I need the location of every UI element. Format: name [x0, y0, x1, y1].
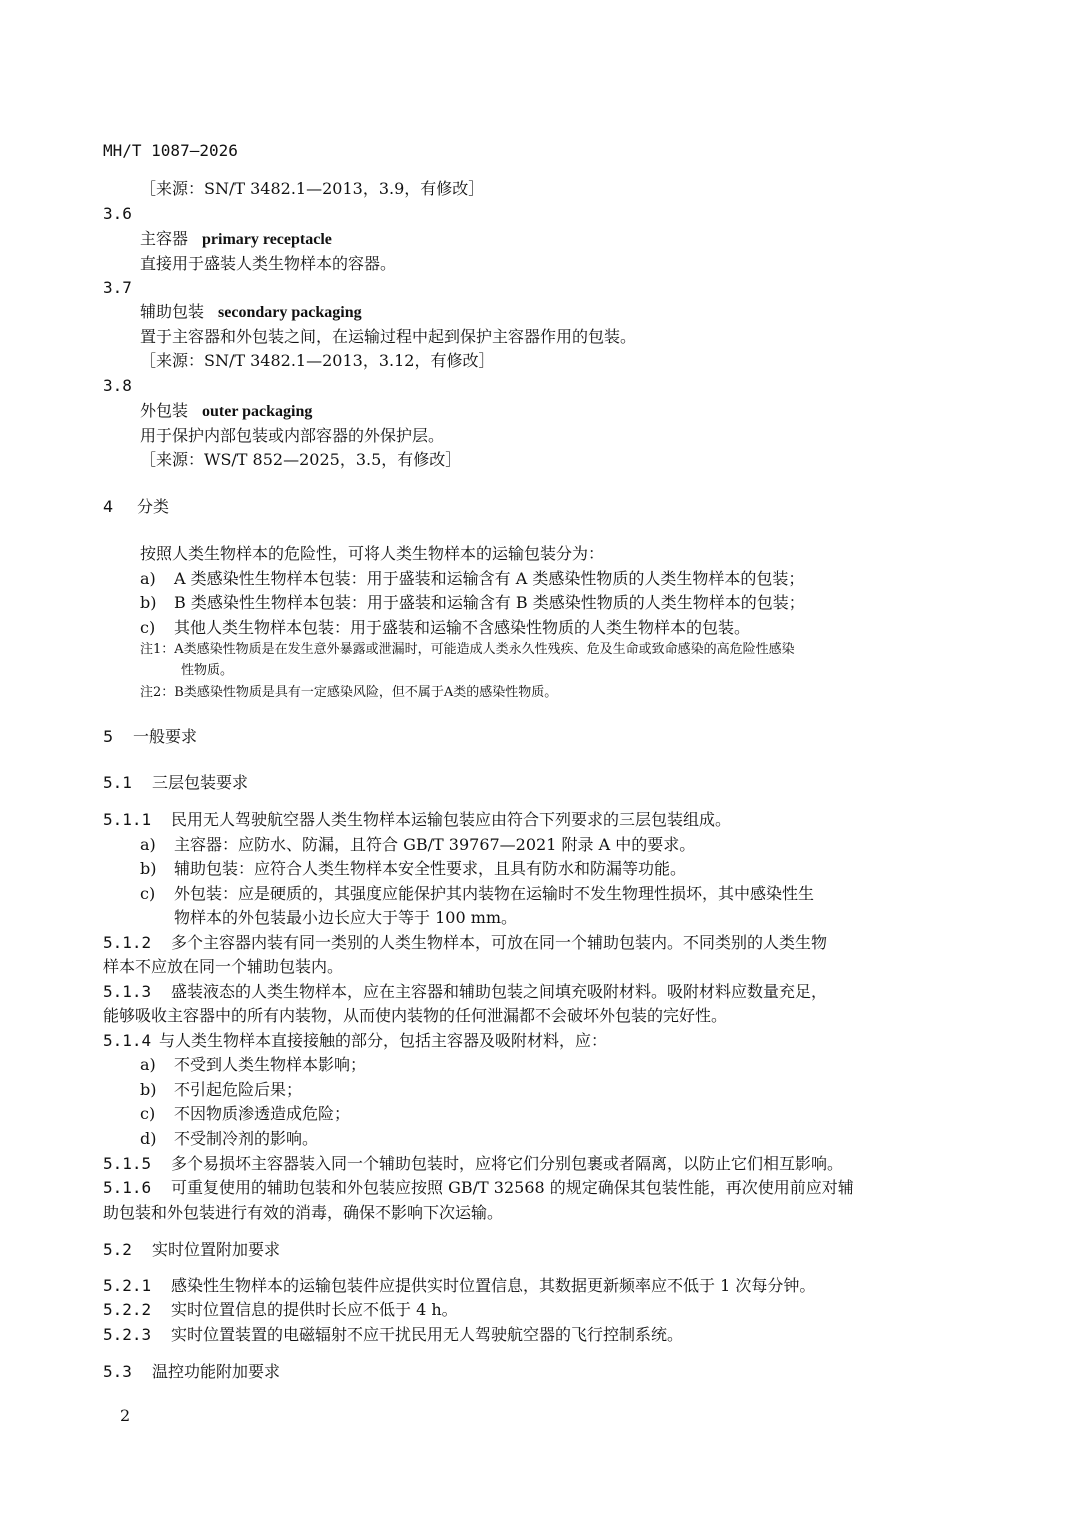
term-3-6-en: primary receptacle [202, 231, 332, 248]
section-4-heading [103, 495, 169, 519]
section-5-2-heading [103, 1238, 280, 1262]
section-5-3-number: 5.3 [103, 1362, 132, 1381]
clause-5-1-2 [103, 931, 827, 955]
list-label: b) [140, 859, 157, 878]
clause-number: 5.2.3 [103, 1325, 152, 1344]
list-text: 不因物质渗透造成危险； [174, 1104, 351, 1123]
clause-text: 感染性生物样本的运输包装件应提供实时位置信息，其数据更新频率应不低于 1 次每分钟。 [171, 1276, 816, 1295]
clause-5-1-6 [103, 1176, 854, 1200]
clause-5-1-4-item-c [140, 1102, 350, 1126]
list-label: a) [140, 569, 156, 588]
note-1-label: 注1： [140, 642, 175, 657]
term-3-7-definition: 置于主容器和外包装之间，在运输过程中起到保护主容器作用的包装。 [140, 327, 637, 346]
term-3-8-definition: 用于保护内部包装或内部容器的外保护层。 [140, 426, 445, 445]
term-3-7-source: ［来源：SN/T 3482.1—2013，3.12，有修改］ [140, 351, 495, 370]
clause-text: 民用无人驾驶航空器人类生物样本运输包装应由符合下列要求的三层包装组成。 [171, 810, 732, 829]
clause-5-1-1-item-c-line-2: 物样本的外包装最小边长应大于等于 100 mm。 [174, 908, 518, 927]
list-text: B 类感染性生物样本包装：用于盛装和运输含有 B 类感染性物质的人类生物样本的包装； [174, 593, 805, 612]
clause-5-1-4 [103, 1029, 607, 1053]
term-3-5-source: ［来源：SN/T 3482.1—2013，3.9，有修改］ [140, 179, 485, 198]
list-label: c) [140, 1104, 156, 1123]
note-2 [140, 683, 557, 703]
section-5-1-title: 三层包装要求 [152, 773, 249, 792]
section-4-item-c [140, 616, 750, 640]
section-5-title: 一般要求 [133, 727, 198, 746]
clause-text: 多个易损坏主容器装入同一个辅助包装时，应将它们分别包裹或者隔离，以防止它们相互影响。 [171, 1154, 844, 1173]
clause-5-1-4-item-a [140, 1053, 366, 1077]
term-3-7-title [140, 300, 362, 325]
list-label: c) [140, 884, 156, 903]
section-4-number: 4 [103, 497, 114, 516]
clause-number: 5.1.4 [103, 1031, 152, 1050]
term-3-8-number: 3.8 [103, 376, 132, 395]
list-text: 不受到人类生物样本影响； [174, 1055, 367, 1074]
clause-number: 5.1.3 [103, 982, 152, 1001]
list-label: d) [140, 1129, 157, 1148]
section-5-heading [103, 725, 197, 749]
list-text: 辅助包装：应符合人类生物样本安全性要求，且具有防水和防漏等功能。 [174, 859, 687, 878]
section-5-1-heading [103, 771, 248, 795]
clause-number: 5.1.1 [103, 810, 152, 829]
clause-5-1-1-item-c [140, 882, 814, 906]
clause-number: 5.1.2 [103, 933, 152, 952]
clause-number: 5.1.6 [103, 1178, 152, 1197]
section-5-3-heading [103, 1360, 280, 1384]
section-5-2-number: 5.2 [103, 1240, 132, 1259]
term-3-6-zh: 主容器 [140, 229, 189, 248]
clause-5-1-4-item-d [140, 1127, 318, 1151]
clause-number: 5.2.2 [103, 1300, 152, 1319]
term-3-7-en: secondary packaging [218, 304, 362, 321]
clause-5-1-5 [103, 1152, 843, 1176]
clause-text: 与人类生物样本直接接触的部分，包括主容器及吸附材料，应： [159, 1031, 608, 1050]
term-3-8-zh: 外包装 [140, 401, 189, 420]
note-2-label: 注2： [140, 685, 175, 700]
standard-code: MH/T 1087—2026 [103, 141, 238, 160]
page-number: 2 [120, 1406, 131, 1425]
section-4-intro: 按照人类生物样本的危险性，可将人类生物样本的运输包装分为： [140, 544, 605, 563]
clause-5-1-3 [103, 980, 827, 1004]
clause-5-1-4-item-b [140, 1078, 302, 1102]
section-4-item-a [140, 567, 804, 591]
list-label: a) [140, 1055, 156, 1074]
clause-5-2-2 [103, 1298, 458, 1322]
clause-5-1-1-item-b [140, 857, 686, 881]
clause-5-2-3 [103, 1323, 683, 1347]
section-5-number: 5 [103, 727, 114, 746]
term-3-7-number: 3.7 [103, 278, 132, 297]
term-3-6-definition: 直接用于盛装人类生物样本的容器。 [140, 254, 397, 273]
term-3-8-en: outer packaging [202, 403, 313, 420]
clause-number: 5.2.1 [103, 1276, 152, 1295]
clause-text: 实时位置装置的电磁辐射不应干扰民用无人驾驶航空器的飞行控制系统。 [171, 1325, 684, 1344]
list-text: A 类感染性生物样本包装：用于盛装和运输含有 A 类感染性物质的人类生物样本的包装； [174, 569, 805, 588]
list-text: 其他人类生物样本包装：用于盛装和运输不含感染性物质的人类生物样本的包装。 [174, 618, 751, 637]
term-3-8-source: ［来源：WS/T 852—2025，3.5，有修改］ [140, 450, 462, 469]
clause-5-1-6-line-2: 助包装和外包装进行有效的消毒，确保不影响下次运输。 [103, 1203, 504, 1222]
list-text: 不引起危险后果； [174, 1080, 303, 1099]
list-label: a) [140, 835, 156, 854]
term-3-6-title [140, 227, 332, 252]
clause-5-2-1 [103, 1274, 815, 1298]
section-5-3-title: 温控功能附加要求 [152, 1362, 281, 1381]
clause-5-1-3-line-2: 能够吸收主容器中的所有内装物，从而使内装物的任何泄漏都不会破坏外包装的完好性。 [103, 1006, 728, 1025]
list-text: 主容器：应防水、防漏，且符合 GB/T 39767—2021 附录 A 中的要求。 [174, 835, 696, 854]
note-1-line-1: A类感染性物质是在发生意外暴露或泄漏时，可能造成人类永久性残疾、危及生命或致命感染的高危险性感染 [174, 642, 795, 657]
section-5-2-title: 实时位置附加要求 [152, 1240, 281, 1259]
clause-5-1-2-line-2: 样本不应放在同一个辅助包装内。 [103, 957, 344, 976]
section-5-1-number: 5.1 [103, 773, 132, 792]
clause-5-1-1 [103, 808, 731, 832]
note-1-line-2: 性物质。 [181, 663, 234, 678]
note-2-text: B类感染性物质是具有一定感染风险，但不属于A类的感染性物质。 [174, 685, 558, 700]
term-3-8-title [140, 399, 312, 424]
list-label: b) [140, 593, 157, 612]
clause-text: 实时位置信息的提供时长应不低于 4 h。 [171, 1300, 458, 1319]
term-3-6-number: 3.6 [103, 204, 132, 223]
section-4-item-b [140, 591, 805, 615]
section-4-title: 分类 [137, 497, 170, 516]
clause-number: 5.1.5 [103, 1154, 152, 1173]
list-text: 外包装：应是硬质的，其强度应能保护其内装物在运输时不发生物理性损坏，其中感染性生 [174, 884, 815, 903]
list-label: b) [140, 1080, 157, 1099]
clause-text: 可重复使用的辅助包装和外包装应按照 GB/T 32568 的规定确保其包装性能，再次使用前应对辅 [171, 1178, 854, 1197]
list-text: 不受制冷剂的影响。 [174, 1129, 319, 1148]
note-1 [140, 640, 795, 660]
clause-text: 多个主容器内装有同一类别的人类生物样本，可放在同一个辅助包装内。不同类别的人类生物 [171, 933, 828, 952]
term-3-7-zh: 辅助包装 [140, 302, 205, 321]
clause-5-1-1-item-a [140, 833, 695, 857]
list-label: c) [140, 618, 156, 637]
clause-text: 盛装液态的人类生物样本，应在主容器和辅助包装之间填充吸附材料。吸附材料应数量充足， [171, 982, 828, 1001]
